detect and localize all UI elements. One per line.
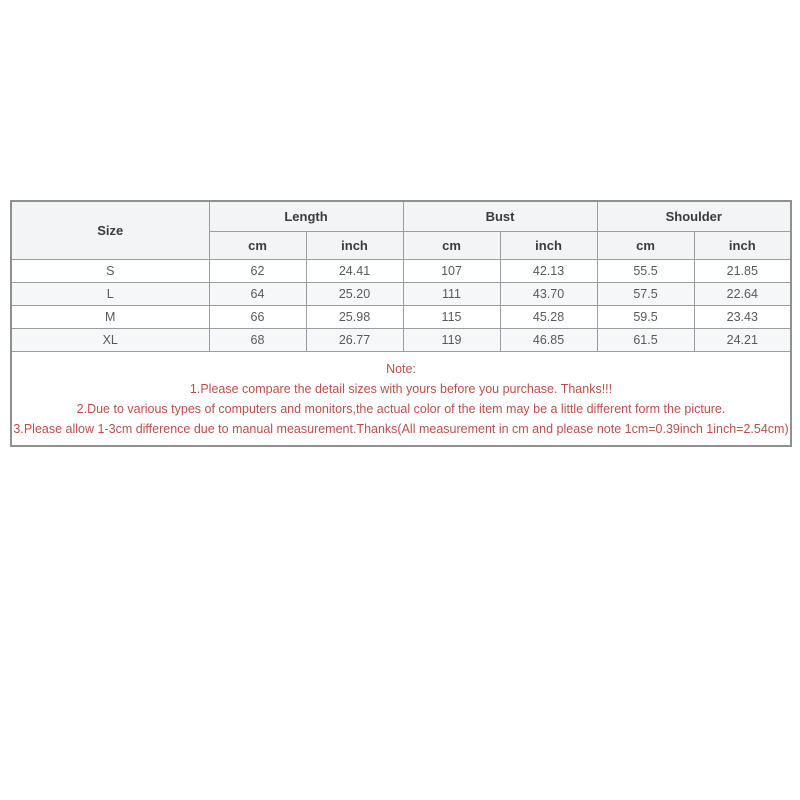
- unit-header-shoulder-inch: inch: [694, 232, 791, 260]
- value-cell: 119: [403, 329, 500, 352]
- value-cell: 66: [209, 306, 306, 329]
- value-cell: 42.13: [500, 260, 597, 283]
- group-header-length: Length: [209, 201, 403, 232]
- value-cell: 21.85: [694, 260, 791, 283]
- group-header-row: [11, 201, 791, 232]
- value-cell: 26.77: [306, 329, 403, 352]
- notes-row: [11, 352, 791, 447]
- value-cell: 25.20: [306, 283, 403, 306]
- value-cell: 59.5: [597, 306, 694, 329]
- value-cell: 107: [403, 260, 500, 283]
- value-cell: 64: [209, 283, 306, 306]
- size-cell: M: [11, 306, 209, 329]
- value-cell: 68: [209, 329, 306, 352]
- size-cell: XL: [11, 329, 209, 352]
- unit-header-shoulder-cm: cm: [597, 232, 694, 260]
- value-cell: 46.85: [500, 329, 597, 352]
- value-cell: 45.28: [500, 306, 597, 329]
- value-cell: 23.43: [694, 306, 791, 329]
- note-line-2: 2.Due to various types of computers and monitors,the actual color of the item may be a little different form the picture.: [76, 401, 726, 416]
- group-header-bust: Bust: [403, 201, 597, 232]
- value-cell: 43.70: [500, 283, 597, 306]
- note-line-3: 3.Please allow 1-3cm difference due to manual measurement.Thanks(All measurement in cm and please note 1cm=0.39inch 1inch=2.54cm): [13, 421, 789, 436]
- size-chart-table: [10, 200, 792, 447]
- value-cell: 55.5: [597, 260, 694, 283]
- group-header-shoulder: Shoulder: [597, 201, 791, 232]
- note-line-1: 1.Please compare the detail sizes with yours before you purchase. Thanks!!!: [189, 381, 613, 396]
- value-cell: 25.98: [306, 306, 403, 329]
- value-cell: 24.41: [306, 260, 403, 283]
- size-column-header: Size: [11, 201, 209, 260]
- value-cell: 115: [403, 306, 500, 329]
- note-title: Note:: [386, 361, 416, 376]
- value-cell: 61.5: [597, 329, 694, 352]
- value-cell: 22.64: [694, 283, 791, 306]
- unit-header-length-cm: cm: [209, 232, 306, 260]
- unit-header-bust-cm: cm: [403, 232, 500, 260]
- unit-header-bust-inch: inch: [500, 232, 597, 260]
- size-cell: L: [11, 283, 209, 306]
- value-cell: 111: [403, 283, 500, 306]
- table-row-s: [11, 260, 791, 283]
- unit-header-length-inch: inch: [306, 232, 403, 260]
- size-cell: S: [11, 260, 209, 283]
- table-row-l: [11, 283, 791, 306]
- notes-block: [12, 359, 790, 439]
- value-cell: 62: [209, 260, 306, 283]
- table-row-xl: [11, 329, 791, 352]
- value-cell: 57.5: [597, 283, 694, 306]
- table-row-m: [11, 306, 791, 329]
- notes-cell: [11, 352, 791, 447]
- value-cell: 24.21: [694, 329, 791, 352]
